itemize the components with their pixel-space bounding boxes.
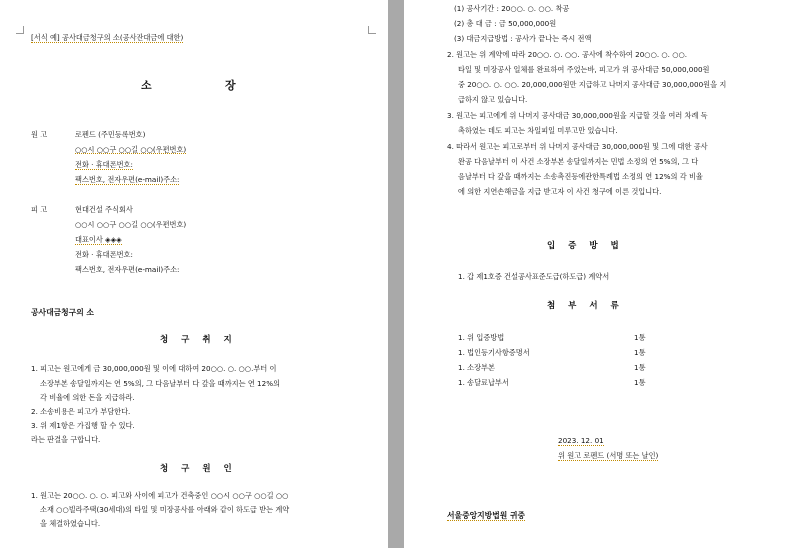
claim-line: 소장부본 송달일까지는 연 5%의, 그 다음날부터 다 갚을 때까지는 연 12%의 [40, 379, 280, 388]
filing-date [558, 437, 604, 444]
defendant-address: ○○시 ○○구 ○○길 ○○(우편번호) [75, 220, 187, 229]
court-name [447, 512, 525, 520]
term-line: (3) 대금지급방법 : 공사가 끝나는 즉시 전액 [454, 34, 592, 43]
plaintiff-name: 로펜드 (주민등록번호) [75, 130, 146, 139]
evidence-section-title: 입 증 방 법 [547, 241, 624, 251]
defendant-rep-text: 대표이사 ◈◈◈ [75, 235, 122, 244]
cause-paragraph-line: 음날부터 다 갚을 때까지는 소송촉진등에관한특례법 소정의 연 12%의 각 비율 [458, 172, 703, 181]
court-name-text: 서울중앙지방법원 귀중 [447, 511, 526, 520]
claim-line: 1. 피고는 원고에게 금 30,000,000원 및 이에 대하여 20○○. ○. ○○.부터 이 [31, 364, 277, 373]
cause-line: 소재 ○○빌라주택(30세대)의 타일 및 미장공사를 아래와 같이 하도급 받는 계약 [40, 505, 290, 514]
attachments-section-title: 첨 부 서 류 [547, 301, 624, 311]
claim-line: 각 비율에 의한 돈을 지급하라. [40, 393, 135, 402]
attachment-name: 1. 송달료납부서 [458, 378, 509, 387]
signer-line-text: 위 원고 로펜드 (서명 또는 날인) [558, 451, 659, 460]
doc-title-left: 소 [141, 79, 152, 92]
attachment-count: 1통 [634, 363, 646, 372]
page-corner-mark [16, 26, 24, 34]
term-line: (2) 총 대 금 : 금 50,000,000원 [454, 19, 557, 28]
cause-paragraph-line: 2. 원고는 위 계약에 따라 20○○. ○. ○○. 공사에 착수하여 20○○. ○. ○○. [447, 50, 688, 59]
plaintiff-phone-text: 전화 · 휴대폰번호: [75, 160, 133, 169]
cause-line: 을 체결하였습니다. [40, 519, 101, 528]
claim-line: 2. 소송비용은 피고가 부담한다. [31, 407, 131, 416]
defendant-fax-email: 팩스번호, 전자우편(e-mail)주소: [75, 265, 180, 274]
doc-title-right: 장 [225, 79, 236, 92]
claim-section-title: 청 구 취 지 [160, 335, 237, 345]
plaintiff-phone [75, 161, 133, 168]
cause-paragraph-line: 에 의한 지연손해금을 지급 받고자 이 사건 청구에 이른 것입니다. [458, 187, 662, 196]
attachment-count: 1통 [634, 378, 646, 387]
page-corner-mark [368, 26, 376, 34]
page-gap [388, 0, 404, 548]
attachment-count: 1통 [634, 333, 646, 342]
cause-paragraph-line: 완공 다음날부터 이 사건 소장부본 송달일까지는 민법 소정의 연 5%의, 그 다 [458, 157, 699, 166]
document-page-1 [0, 0, 388, 548]
filing-date-text: 2023. 12. 01 [558, 436, 604, 445]
evidence-item: 1. 갑 제1호증 건설공사표준도급(하도급) 계약서 [458, 272, 610, 281]
attachment-count: 1통 [634, 348, 646, 357]
header-note [31, 34, 183, 41]
document-page-2 [404, 0, 800, 548]
claim-line: 3. 위 제1항은 가집행 할 수 있다. [31, 421, 135, 430]
term-line: (1) 공사기간 : 20○○. ○. ○○. 착공 [454, 4, 570, 13]
cause-paragraph-line: 4. 따라서 원고는 피고로부터 위 나머지 공사대금 30,000,000원 및 그에 대한 공사 [447, 142, 708, 151]
header-note-text: [서식 예] 공사대금청구의 소(공사잔대금에 대한) [31, 33, 184, 42]
cause-paragraph-line: 3. 원고는 피고에게 위 나머지 공사대금 30,000,000원을 지급할 것을 여러 차례 독 [447, 111, 708, 120]
plaintiff-label: 원 고 [31, 130, 48, 139]
attachment-name: 1. 위 입증방법 [458, 333, 505, 342]
plaintiff-address: ○○시 ○○구 ○○길 ○○(우편번호) [75, 145, 187, 154]
cause-paragraph-line: 타일 및 미장공사 일체를 완료하여 주었는바, 피고가 위 공사대금 50,000,000원 [458, 65, 710, 74]
defendant-label: 피 고 [31, 205, 48, 214]
plaintiff-fax-email [75, 176, 179, 183]
defendant-name: 현대건설 주식회사 [75, 205, 133, 214]
cause-paragraph-line: 급하지 않고 있습니다. [458, 95, 528, 104]
defendant-phone: 전화 · 휴대폰번호: [75, 250, 133, 259]
cause-paragraph-line: 중 20○○. ○. ○○. 20,000,000원만 지급하고 나머지 공사대금 30,000,000원을 지 [458, 80, 727, 89]
case-name: 공사대금청구의 소 [31, 308, 94, 317]
claim-line: 라는 판결을 구합니다. [31, 435, 101, 444]
plaintiff-fax-email-text: 팩스번호, 전자우편(e-mail)주소: [75, 175, 180, 184]
signer-line [558, 452, 658, 459]
defendant-rep [75, 236, 122, 243]
cause-paragraph-line: 촉하였는 데도 피고는 차일피일 미루고만 있습니다. [458, 126, 618, 135]
attachment-name: 1. 법인등기사항증명서 [458, 348, 530, 357]
cause-line: 1. 원고는 20○○. ○. ○. 피고와 사이에 피고가 건축중인 ○○시 ○○구 ○○길 ○○ [31, 491, 289, 500]
cause-section-title: 청 구 원 인 [160, 464, 237, 474]
attachment-name: 1. 소장부본 [458, 363, 495, 372]
